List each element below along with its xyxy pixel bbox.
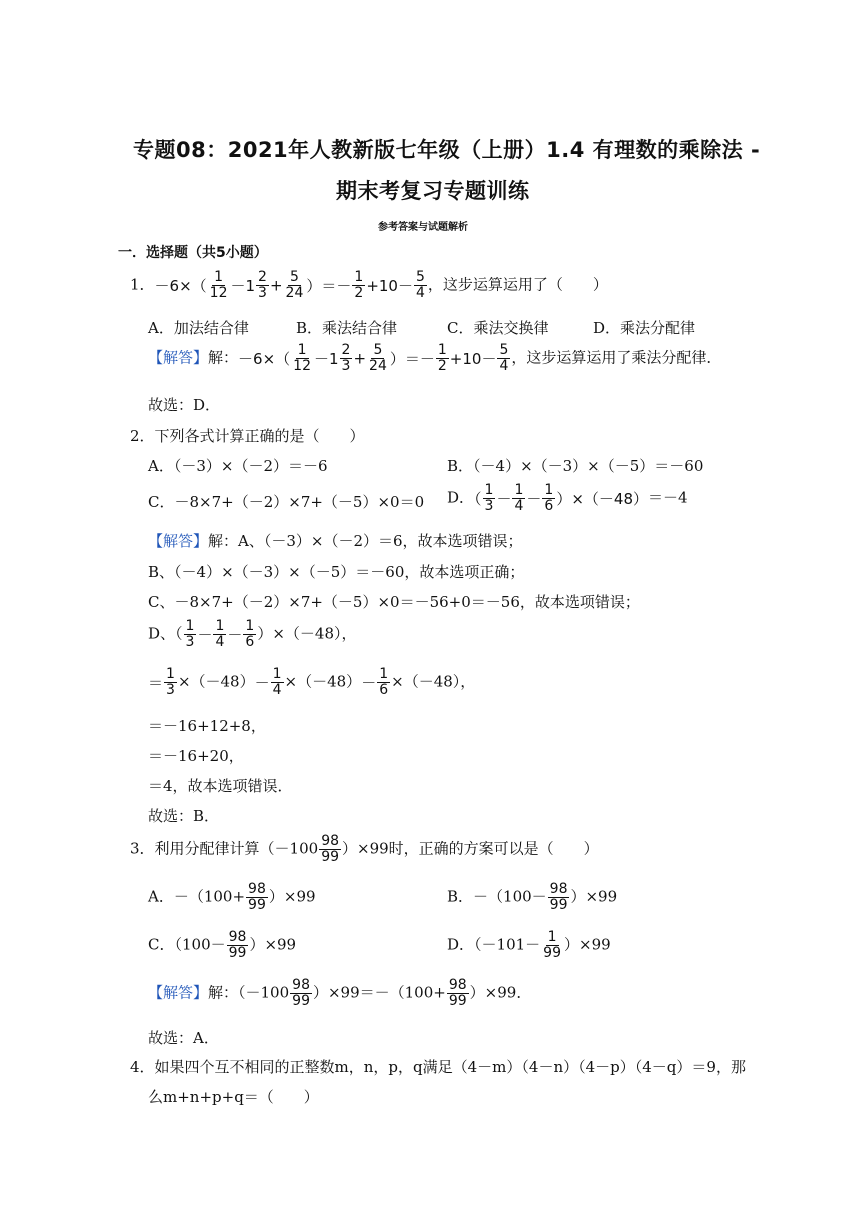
q1-option-b: B．乘法结合律 <box>296 319 398 337</box>
q2-choice: 故选：B． <box>148 807 220 825</box>
q2-option-c: C．－8×7+（－2）×7+（－5）×0＝0 <box>148 493 425 511</box>
page-title-line2: 期末考复习专题训练 <box>336 179 530 203</box>
q1-option-a: A．加法结合律 <box>148 319 249 337</box>
q1-solution: 【解答】解：－6×（ $\frac{1}{12}$ －1 $\frac{2}{3}$ + $\frac{5}{24}$ ）＝－ $\frac{1}{2}$ +10－ $\frac{5}{4}$ ，这步运算运用了乘法分配律． <box>148 342 722 374</box>
question-2-stem: 2．下列各式计算正确的是（ ） <box>130 427 365 445</box>
q1-choice: 故选：D． <box>148 396 221 414</box>
answer-tag: 【解答】 <box>148 983 209 1002</box>
q3-option-c: C．（100－ $\frac{98}{99}$ ）×99 <box>148 929 297 961</box>
q3-option-a: A．－（100+ $\frac{98}{99}$ ）×99 <box>148 881 316 913</box>
question-3-stem: 3．利用分配律计算（－100 $\frac{98}{99}$ ）×99时，正确的方案可以是（ ） <box>130 833 599 865</box>
q3-choice: 故选：A． <box>148 1029 219 1047</box>
q2-solution-line5: ＝4，故本选项错误． <box>148 777 293 795</box>
page-title: 专题08：2021年人教新版七年级（上册）1.4 有理数的乘除法 - <box>133 138 761 162</box>
q2-solution-c: C、－8×7+（－2）×7+（－5）×0＝－56+0＝－56，故本选项错误； <box>148 593 640 611</box>
answer-tag: 【解答】 <box>148 532 209 550</box>
q2-option-b: B．（－4）×（－3）×（－5）＝－60 <box>447 457 704 475</box>
section-heading: 一．选择题（共5小题） <box>118 245 268 261</box>
q2-option-a: A．（－3）×（－2）＝－6 <box>148 457 328 475</box>
q3-solution: 【解答】解：（－100 $\frac{98}{99}$ ）×99＝－（100+ $\frac{98}{99}$ ）×99． <box>148 977 532 1009</box>
q2-solution-b: B、（－4）×（－3）×（－5）＝－60，故本选项正确； <box>148 563 525 581</box>
q1-option-d: D．乘法分配律 <box>593 319 696 337</box>
q2-solution-line3: ＝－16+12+8， <box>148 717 266 735</box>
question-4-stem-line2: 么m+n+p+q＝（ ） <box>148 1088 319 1106</box>
subtitle: 参考答案与试题解析 <box>378 222 468 233</box>
q1-option-c: C．乘法交换律 <box>447 319 549 337</box>
q2-solution-line4: ＝－16+20， <box>148 747 244 765</box>
q2-solution-line2: ＝ $\frac{1}{3}$ ×（－48）－ $\frac{1}{4}$ ×（－48）－ $\frac{1}{6}$ ×（－48）， <box>148 666 476 698</box>
q2-option-d: D．（ $\frac{1}{3}$ － $\frac{1}{4}$ － $\frac{1}{6}$ ）×（－48）＝－4 <box>447 482 688 514</box>
q3-option-d: D．（－101－ $\frac{1}{99}$ ）×99 <box>447 929 611 961</box>
question-1-stem: 1．－6×（ $\frac{1}{12}$ －1 $\frac{2}{3}$ + $\frac{5}{24}$ ）＝－ $\frac{1}{2}$ +10－ $\frac{5}{4}$ ，这步运算运用了（ ） <box>130 269 608 301</box>
q2-solution-a: 【解答】解：A、（－3）×（－2）＝6，故本选项错误； <box>148 532 523 550</box>
q2-solution-d: D、（ $\frac{1}{3}$ － $\frac{1}{4}$ － $\frac{1}{6}$ ）×（－48）， <box>148 618 357 650</box>
question-4-stem-line1: 4．如果四个互不相同的正整数m，n，p，q满足（4－m）（4－n）（4－p）（4－q）＝9，那 <box>130 1058 746 1076</box>
q3-option-b: B．－（100－ $\frac{98}{99}$ ）×99 <box>447 881 618 913</box>
answer-tag: 【解答】 <box>148 348 209 367</box>
